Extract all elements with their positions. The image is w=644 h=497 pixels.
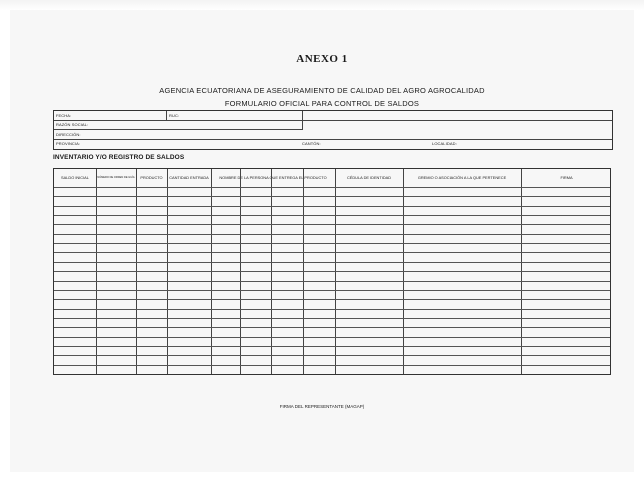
column-header-cedula: CÉDULA DE IDENTIDAD xyxy=(346,175,392,180)
table-row xyxy=(54,299,610,300)
table-row xyxy=(54,337,610,338)
scan-margin xyxy=(0,472,644,497)
table-row xyxy=(54,309,610,310)
table-row xyxy=(54,346,610,347)
column-header-nombre-persona: NOMBRE DE LA PERSONA QUE ENTREGA EL PRODUCTO xyxy=(219,175,327,180)
table-row xyxy=(54,281,610,282)
table-row xyxy=(54,365,610,366)
column-header-numero-orden: NÚMERO DE ORDEN DE GUÍA xyxy=(97,176,135,179)
ruc-label: RUC: xyxy=(169,113,180,118)
info-row-razon-social xyxy=(54,120,303,130)
column-header-saldo-inicial: SALDO INICIAL xyxy=(61,175,89,180)
table-row xyxy=(54,252,610,253)
canton-label: CANTÓN: xyxy=(302,141,321,146)
table-row xyxy=(54,234,610,235)
table-row xyxy=(54,243,610,244)
razon-social-label: RAZÓN SOCIAL: xyxy=(56,122,89,127)
table-row xyxy=(54,196,610,197)
column-header-gremio: GREMIO O ASOCIACIÓN A LA QUE PERTENECE xyxy=(417,175,507,180)
direccion-label: DIRECCIÓN: xyxy=(56,132,81,137)
table-row xyxy=(54,224,610,225)
table-row xyxy=(54,327,610,328)
signature-label: FIRMA DEL REPRESENTANTE (MAGAP) xyxy=(279,404,365,409)
divider xyxy=(166,111,167,120)
table-row xyxy=(54,262,610,263)
annex-title: ANEXO 1 xyxy=(296,53,348,65)
column-header-producto: PRODUCTO xyxy=(140,175,163,180)
agency-name: AGENCIA ECUATORIANA DE ASEGURAMIENTO DE CALIDAD DEL AGRO AGROCALIDAD xyxy=(159,86,485,95)
form-title: FORMULARIO OFICIAL PARA CONTROL DE SALDOS xyxy=(224,99,420,108)
saldos-table xyxy=(53,168,611,375)
table-row xyxy=(54,206,610,207)
localidad-label: LOCALIDAD: xyxy=(432,141,457,146)
header-info-grid xyxy=(53,110,613,150)
table-row xyxy=(54,215,610,216)
fecha-label: FECHA: xyxy=(56,113,72,118)
table-row xyxy=(54,318,610,319)
table-row xyxy=(54,290,610,291)
info-row-provincia xyxy=(54,139,612,148)
scan-edge xyxy=(0,0,644,10)
section-title: INVENTARIO Y/O REGISTRO DE SALDOS xyxy=(53,154,185,161)
table-row xyxy=(54,355,610,356)
column-header-firma: FIRMA xyxy=(560,175,573,180)
table-row xyxy=(54,187,610,188)
provincia-label: PROVINCIA: xyxy=(56,141,81,146)
table-row xyxy=(54,271,610,272)
column-header-cantidad-entrada: CANTIDAD ENTRADA xyxy=(169,175,209,180)
